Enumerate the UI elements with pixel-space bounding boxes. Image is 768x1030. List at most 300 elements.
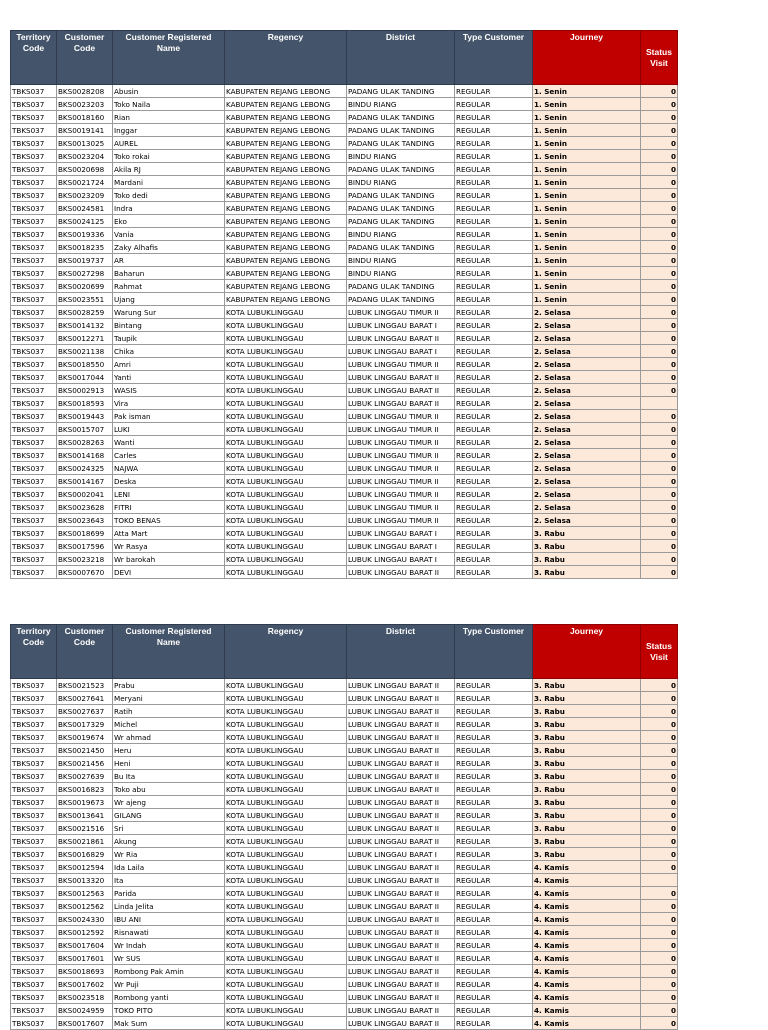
district-cell: LUBUK LINGGAU BARAT II xyxy=(347,679,455,692)
journey-cell: 3. Rabu xyxy=(533,731,641,744)
customer-name-cell: Rahmat xyxy=(113,280,225,293)
table-row xyxy=(11,744,678,757)
type-customer-cell: REGULAR xyxy=(455,679,533,692)
customer-name-cell: Parida xyxy=(113,887,225,900)
table-row xyxy=(11,991,678,1004)
territory-code-cell: TBKS037 xyxy=(11,809,57,822)
table-row xyxy=(11,189,678,202)
district-cell: LUBUK LINGGAU BARAT I xyxy=(347,319,455,332)
regency-cell: KOTA LUBUKLINGGAU xyxy=(225,809,347,822)
table-row xyxy=(11,731,678,744)
journey-cell: 1. Senin xyxy=(533,267,641,280)
regency-cell: KABUPATEN REJANG LEBONG xyxy=(225,111,347,124)
header-customer-code: Customer Code xyxy=(57,625,113,679)
territory-code-cell: TBKS037 xyxy=(11,319,57,332)
type-customer-cell: REGULAR xyxy=(455,1004,533,1017)
type-customer-cell: REGULAR xyxy=(455,926,533,939)
table-row xyxy=(11,1017,678,1030)
district-cell: PADANG ULAK TANDING xyxy=(347,202,455,215)
regency-cell: KABUPATEN REJANG LEBONG xyxy=(225,137,347,150)
table-row xyxy=(11,137,678,150)
journey-cell: 2. Selasa xyxy=(533,488,641,501)
district-cell: LUBUK LINGGAU BARAT II xyxy=(347,926,455,939)
table-body xyxy=(11,679,678,1030)
type-customer-cell: REGULAR xyxy=(455,783,533,796)
district-cell: BINDU RIANG xyxy=(347,267,455,280)
status-visit-cell: 0 xyxy=(641,809,678,822)
header-customer-name: Customer Registered Name xyxy=(113,31,225,85)
type-customer-cell: REGULAR xyxy=(455,345,533,358)
territory-code-cell: TBKS037 xyxy=(11,783,57,796)
status-visit-cell: 0 xyxy=(641,514,678,527)
district-cell: LUBUK LINGGAU BARAT II xyxy=(347,757,455,770)
table-row xyxy=(11,124,678,137)
journey-cell: 3. Rabu xyxy=(533,540,641,553)
district-cell: LUBUK LINGGAU TIMUR II xyxy=(347,358,455,371)
regency-cell: KOTA LUBUKLINGGAU xyxy=(225,332,347,345)
status-visit-cell: 0 xyxy=(641,384,678,397)
regency-cell: KOTA LUBUKLINGGAU xyxy=(225,319,347,332)
customer-name-cell: TOKO BENAS xyxy=(113,514,225,527)
customer-name-cell: Deska xyxy=(113,475,225,488)
status-visit-cell: 0 xyxy=(641,952,678,965)
territory-code-cell: TBKS037 xyxy=(11,137,57,150)
type-customer-cell: REGULAR xyxy=(455,241,533,254)
district-cell: LUBUK LINGGAU TIMUR II xyxy=(347,449,455,462)
status-visit-cell: 0 xyxy=(641,306,678,319)
district-cell: LUBUK LINGGAU BARAT I xyxy=(347,540,455,553)
regency-cell: KOTA LUBUKLINGGAU xyxy=(225,965,347,978)
customer-table-page-1 xyxy=(10,30,677,579)
type-customer-cell: REGULAR xyxy=(455,98,533,111)
journey-cell: 2. Selasa xyxy=(533,462,641,475)
customer-name-cell: Warung Sur xyxy=(113,306,225,319)
territory-code-cell: TBKS037 xyxy=(11,770,57,783)
regency-cell: KOTA LUBUKLINGGAU xyxy=(225,566,347,579)
customer-code-cell: BKS0018550 xyxy=(57,358,113,371)
table-row xyxy=(11,228,678,241)
customer-code-cell: BKS0012592 xyxy=(57,926,113,939)
district-cell: LUBUK LINGGAU BARAT II xyxy=(347,861,455,874)
journey-cell: 2. Selasa xyxy=(533,397,641,410)
table-row xyxy=(11,150,678,163)
district-cell: PADANG ULAK TANDING xyxy=(347,293,455,306)
table-row xyxy=(11,267,678,280)
regency-cell: KOTA LUBUKLINGGAU xyxy=(225,991,347,1004)
customer-name-cell: Rian xyxy=(113,111,225,124)
customer-name-cell: Michel xyxy=(113,718,225,731)
table-row xyxy=(11,358,678,371)
table-row xyxy=(11,423,678,436)
customer-code-cell: BKS0017596 xyxy=(57,540,113,553)
status-visit-cell: 0 xyxy=(641,241,678,254)
type-customer-cell: REGULAR xyxy=(455,176,533,189)
customer-name-cell: Ujang xyxy=(113,293,225,306)
table-row xyxy=(11,371,678,384)
type-customer-cell: REGULAR xyxy=(455,319,533,332)
customer-code-cell: BKS0021516 xyxy=(57,822,113,835)
territory-code-cell: TBKS037 xyxy=(11,553,57,566)
regency-cell: KOTA LUBUKLINGGAU xyxy=(225,783,347,796)
journey-cell: 1. Senin xyxy=(533,254,641,267)
journey-cell: 2. Selasa xyxy=(533,332,641,345)
customer-code-cell: BKS0023218 xyxy=(57,553,113,566)
customer-code-cell: BKS0023209 xyxy=(57,189,113,202)
district-cell: LUBUK LINGGAU BARAT II xyxy=(347,939,455,952)
regency-cell: KABUPATEN REJANG LEBONG xyxy=(225,267,347,280)
journey-cell: 3. Rabu xyxy=(533,692,641,705)
type-customer-cell: REGULAR xyxy=(455,189,533,202)
status-visit-cell: 0 xyxy=(641,319,678,332)
territory-code-cell: TBKS037 xyxy=(11,410,57,423)
customer-code-cell: BKS0028259 xyxy=(57,306,113,319)
customer-code-cell: BKS0002041 xyxy=(57,488,113,501)
regency-cell: KOTA LUBUKLINGGAU xyxy=(225,397,347,410)
regency-cell: KABUPATEN REJANG LEBONG xyxy=(225,202,347,215)
customer-name-cell: Mak Sum xyxy=(113,1017,225,1030)
regency-cell: KABUPATEN REJANG LEBONG xyxy=(225,124,347,137)
customer-code-cell: BKS0012271 xyxy=(57,332,113,345)
customer-code-cell: BKS0021724 xyxy=(57,176,113,189)
territory-code-cell: TBKS037 xyxy=(11,436,57,449)
journey-cell: 2. Selasa xyxy=(533,306,641,319)
territory-code-cell: TBKS037 xyxy=(11,939,57,952)
territory-code-cell: TBKS037 xyxy=(11,527,57,540)
customer-code-cell: BKS0028263 xyxy=(57,436,113,449)
territory-code-cell: TBKS037 xyxy=(11,913,57,926)
status-visit-cell: 0 xyxy=(641,913,678,926)
type-customer-cell: REGULAR xyxy=(455,488,533,501)
customer-code-cell: BKS0028208 xyxy=(57,85,113,98)
customer-name-cell: LUKI xyxy=(113,423,225,436)
customer-name-cell: Abusin xyxy=(113,85,225,98)
status-visit-cell: 0 xyxy=(641,254,678,267)
regency-cell: KOTA LUBUKLINGGAU xyxy=(225,306,347,319)
territory-code-cell: TBKS037 xyxy=(11,215,57,228)
territory-code-cell: TBKS037 xyxy=(11,384,57,397)
journey-cell: 3. Rabu xyxy=(533,783,641,796)
type-customer-cell: REGULAR xyxy=(455,913,533,926)
type-customer-cell: REGULAR xyxy=(455,384,533,397)
district-cell: LUBUK LINGGAU TIMUR II xyxy=(347,423,455,436)
journey-cell: 4. Kamis xyxy=(533,978,641,991)
regency-cell: KOTA LUBUKLINGGAU xyxy=(225,770,347,783)
territory-code-cell: TBKS037 xyxy=(11,757,57,770)
regency-cell: KABUPATEN REJANG LEBONG xyxy=(225,280,347,293)
type-customer-cell: REGULAR xyxy=(455,991,533,1004)
journey-cell: 3. Rabu xyxy=(533,527,641,540)
header-row xyxy=(11,31,678,85)
district-cell: LUBUK LINGGAU BARAT II xyxy=(347,718,455,731)
table-row xyxy=(11,241,678,254)
table-row xyxy=(11,835,678,848)
customer-table-page-2 xyxy=(10,624,677,1030)
status-visit-cell: 0 xyxy=(641,150,678,163)
status-visit-cell: 0 xyxy=(641,900,678,913)
type-customer-cell: REGULAR xyxy=(455,887,533,900)
header-district: District xyxy=(347,31,455,85)
journey-cell: 3. Rabu xyxy=(533,835,641,848)
customer-name-cell: WASIS xyxy=(113,384,225,397)
header-journey: Journey xyxy=(533,625,641,679)
customer-name-cell: Linda Jelita xyxy=(113,900,225,913)
district-cell: BINDU RIANG xyxy=(347,98,455,111)
journey-cell: 4. Kamis xyxy=(533,1004,641,1017)
regency-cell: KOTA LUBUKLINGGAU xyxy=(225,540,347,553)
customer-name-cell: Prabu xyxy=(113,679,225,692)
territory-code-cell: TBKS037 xyxy=(11,952,57,965)
territory-code-cell: TBKS037 xyxy=(11,150,57,163)
district-cell: LUBUK LINGGAU BARAT II xyxy=(347,1004,455,1017)
status-visit-cell: 0 xyxy=(641,770,678,783)
status-visit-cell: 0 xyxy=(641,176,678,189)
table-row xyxy=(11,111,678,124)
regency-cell: KOTA LUBUKLINGGAU xyxy=(225,488,347,501)
district-cell: LUBUK LINGGAU BARAT II xyxy=(347,874,455,887)
status-visit-cell xyxy=(641,874,678,887)
journey-cell: 3. Rabu xyxy=(533,566,641,579)
customer-name-cell: Amri xyxy=(113,358,225,371)
type-customer-cell: REGULAR xyxy=(455,228,533,241)
journey-cell: 2. Selasa xyxy=(533,410,641,423)
regency-cell: KOTA LUBUKLINGGAU xyxy=(225,423,347,436)
regency-cell: KOTA LUBUKLINGGAU xyxy=(225,900,347,913)
territory-code-cell: TBKS037 xyxy=(11,796,57,809)
type-customer-cell: REGULAR xyxy=(455,475,533,488)
status-visit-cell: 0 xyxy=(641,358,678,371)
journey-cell: 1. Senin xyxy=(533,98,641,111)
district-cell: LUBUK LINGGAU BARAT II xyxy=(347,1017,455,1030)
table-row xyxy=(11,345,678,358)
status-visit-cell: 0 xyxy=(641,1017,678,1030)
regency-cell: KABUPATEN REJANG LEBONG xyxy=(225,176,347,189)
customer-name-cell: Rombong Pak Amin xyxy=(113,965,225,978)
territory-code-cell: TBKS037 xyxy=(11,1017,57,1030)
journey-cell: 1. Senin xyxy=(533,293,641,306)
table-row xyxy=(11,514,678,527)
regency-cell: KOTA LUBUKLINGGAU xyxy=(225,744,347,757)
journey-cell: 1. Senin xyxy=(533,176,641,189)
district-cell: PADANG ULAK TANDING xyxy=(347,215,455,228)
regency-cell: KOTA LUBUKLINGGAU xyxy=(225,718,347,731)
journey-cell: 2. Selasa xyxy=(533,371,641,384)
table-row xyxy=(11,874,678,887)
header-row xyxy=(11,625,678,679)
regency-cell: KOTA LUBUKLINGGAU xyxy=(225,731,347,744)
journey-cell: 2. Selasa xyxy=(533,449,641,462)
journey-cell: 4. Kamis xyxy=(533,926,641,939)
district-cell: LUBUK LINGGAU TIMUR II xyxy=(347,436,455,449)
district-cell: LUBUK LINGGAU BARAT II xyxy=(347,978,455,991)
journey-cell: 2. Selasa xyxy=(533,423,641,436)
type-customer-cell: REGULAR xyxy=(455,397,533,410)
journey-cell: 1. Senin xyxy=(533,111,641,124)
district-cell: LUBUK LINGGAU BARAT I xyxy=(347,527,455,540)
type-customer-cell: REGULAR xyxy=(455,770,533,783)
regency-cell: KOTA LUBUKLINGGAU xyxy=(225,874,347,887)
district-cell: LUBUK LINGGAU TIMUR II xyxy=(347,410,455,423)
regency-cell: KOTA LUBUKLINGGAU xyxy=(225,939,347,952)
status-visit-cell: 0 xyxy=(641,462,678,475)
customer-code-cell: BKS0013320 xyxy=(57,874,113,887)
territory-code-cell: TBKS037 xyxy=(11,887,57,900)
territory-code-cell: TBKS037 xyxy=(11,900,57,913)
regency-cell: KOTA LUBUKLINGGAU xyxy=(225,822,347,835)
customer-name-cell: Pak isman xyxy=(113,410,225,423)
territory-code-cell: TBKS037 xyxy=(11,965,57,978)
status-visit-cell: 0 xyxy=(641,744,678,757)
status-visit-cell: 0 xyxy=(641,332,678,345)
regency-cell: KOTA LUBUKLINGGAU xyxy=(225,848,347,861)
customer-code-cell: BKS0024125 xyxy=(57,215,113,228)
regency-cell: KOTA LUBUKLINGGAU xyxy=(225,410,347,423)
status-visit-cell: 0 xyxy=(641,137,678,150)
district-cell: PADANG ULAK TANDING xyxy=(347,189,455,202)
regency-cell: KABUPATEN REJANG LEBONG xyxy=(225,293,347,306)
journey-cell: 3. Rabu xyxy=(533,757,641,770)
header-territory-code: Territory Code xyxy=(11,625,57,679)
customer-code-cell: BKS0018160 xyxy=(57,111,113,124)
territory-code-cell: TBKS037 xyxy=(11,744,57,757)
district-cell: LUBUK LINGGAU BARAT II xyxy=(347,809,455,822)
territory-code-cell: TBKS037 xyxy=(11,332,57,345)
type-customer-cell: REGULAR xyxy=(455,462,533,475)
journey-cell: 1. Senin xyxy=(533,124,641,137)
journey-cell: 2. Selasa xyxy=(533,384,641,397)
district-cell: LUBUK LINGGAU BARAT II xyxy=(347,965,455,978)
table-row xyxy=(11,462,678,475)
type-customer-cell: REGULAR xyxy=(455,202,533,215)
type-customer-cell: REGULAR xyxy=(455,332,533,345)
customer-name-cell: LENI xyxy=(113,488,225,501)
district-cell: BINDU RIANG xyxy=(347,228,455,241)
customer-code-cell: BKS0024581 xyxy=(57,202,113,215)
customer-name-cell: Toko dedi xyxy=(113,189,225,202)
territory-code-cell: TBKS037 xyxy=(11,189,57,202)
table-row xyxy=(11,783,678,796)
type-customer-cell: REGULAR xyxy=(455,85,533,98)
type-customer-cell: REGULAR xyxy=(455,731,533,744)
customer-name-cell: Wr Ria xyxy=(113,848,225,861)
regency-cell: KOTA LUBUKLINGGAU xyxy=(225,887,347,900)
customer-code-cell: BKS0012563 xyxy=(57,887,113,900)
customer-name-cell: Carles xyxy=(113,449,225,462)
customer-code-cell: BKS0019674 xyxy=(57,731,113,744)
table-row xyxy=(11,796,678,809)
status-visit-cell: 0 xyxy=(641,566,678,579)
journey-cell: 4. Kamis xyxy=(533,874,641,887)
status-visit-cell: 0 xyxy=(641,189,678,202)
territory-code-cell: TBKS037 xyxy=(11,176,57,189)
status-visit-cell: 0 xyxy=(641,423,678,436)
table-row xyxy=(11,306,678,319)
territory-code-cell: TBKS037 xyxy=(11,861,57,874)
table-row xyxy=(11,978,678,991)
table-row xyxy=(11,202,678,215)
customer-code-cell: BKS0018693 xyxy=(57,965,113,978)
district-cell: LUBUK LINGGAU TIMUR II xyxy=(347,306,455,319)
customer-name-cell: GILANG xyxy=(113,809,225,822)
customer-name-cell: Vania xyxy=(113,228,225,241)
customer-name-cell: Yanti xyxy=(113,371,225,384)
customer-code-cell: BKS0027639 xyxy=(57,770,113,783)
journey-cell: 2. Selasa xyxy=(533,501,641,514)
regency-cell: KOTA LUBUKLINGGAU xyxy=(225,952,347,965)
district-cell: PADANG ULAK TANDING xyxy=(347,163,455,176)
regency-cell: KOTA LUBUKLINGGAU xyxy=(225,692,347,705)
district-cell: LUBUK LINGGAU BARAT II xyxy=(347,913,455,926)
regency-cell: KOTA LUBUKLINGGAU xyxy=(225,926,347,939)
territory-code-cell: TBKS037 xyxy=(11,241,57,254)
type-customer-cell: REGULAR xyxy=(455,436,533,449)
table-body xyxy=(11,85,678,579)
table-row xyxy=(11,822,678,835)
type-customer-cell: REGULAR xyxy=(455,744,533,757)
regency-cell: KABUPATEN REJANG LEBONG xyxy=(225,215,347,228)
customer-name-cell: TOKO PITO xyxy=(113,1004,225,1017)
customer-code-cell: BKS0007670 xyxy=(57,566,113,579)
district-cell: LUBUK LINGGAU BARAT II xyxy=(347,384,455,397)
status-visit-cell: 0 xyxy=(641,705,678,718)
customer-code-cell: BKS0023204 xyxy=(57,150,113,163)
status-visit-cell: 0 xyxy=(641,939,678,952)
district-cell: LUBUK LINGGAU BARAT II xyxy=(347,705,455,718)
table-row xyxy=(11,926,678,939)
district-cell: LUBUK LINGGAU BARAT II xyxy=(347,900,455,913)
status-visit-cell: 0 xyxy=(641,692,678,705)
table-row xyxy=(11,566,678,579)
customer-code-cell: BKS0027641 xyxy=(57,692,113,705)
district-cell: LUBUK LINGGAU BARAT II xyxy=(347,835,455,848)
customer-name-cell: Bintang xyxy=(113,319,225,332)
table-row xyxy=(11,215,678,228)
table-row xyxy=(11,436,678,449)
customer-code-cell: BKS0017602 xyxy=(57,978,113,991)
table-row xyxy=(11,410,678,423)
customer-code-cell: BKS0019737 xyxy=(57,254,113,267)
customer-code-cell: BKS0018699 xyxy=(57,527,113,540)
territory-code-cell: TBKS037 xyxy=(11,111,57,124)
customer-code-cell: BKS0012594 xyxy=(57,861,113,874)
regency-cell: KABUPATEN REJANG LEBONG xyxy=(225,254,347,267)
table-row xyxy=(11,449,678,462)
customer-name-cell: Wr ajeng xyxy=(113,796,225,809)
district-cell: PADANG ULAK TANDING xyxy=(347,124,455,137)
status-visit-cell: 0 xyxy=(641,679,678,692)
customer-code-cell: BKS0012562 xyxy=(57,900,113,913)
type-customer-cell: REGULAR xyxy=(455,861,533,874)
type-customer-cell: REGULAR xyxy=(455,835,533,848)
territory-code-cell: TBKS037 xyxy=(11,254,57,267)
regency-cell: KOTA LUBUKLINGGAU xyxy=(225,475,347,488)
journey-cell: 3. Rabu xyxy=(533,770,641,783)
table-row xyxy=(11,488,678,501)
territory-code-cell: TBKS037 xyxy=(11,540,57,553)
customer-code-cell: BKS0021523 xyxy=(57,679,113,692)
district-cell: LUBUK LINGGAU BARAT II xyxy=(347,371,455,384)
status-visit-cell: 0 xyxy=(641,527,678,540)
type-customer-cell: REGULAR xyxy=(455,111,533,124)
status-visit-cell: 0 xyxy=(641,757,678,770)
customer-name-cell: Risnawati xyxy=(113,926,225,939)
journey-cell: 4. Kamis xyxy=(533,939,641,952)
customer-name-cell: Wr Indah xyxy=(113,939,225,952)
journey-cell: 4. Kamis xyxy=(533,952,641,965)
territory-code-cell: TBKS037 xyxy=(11,85,57,98)
customer-code-cell: BKS0015707 xyxy=(57,423,113,436)
type-customer-cell: REGULAR xyxy=(455,527,533,540)
journey-cell: 4. Kamis xyxy=(533,900,641,913)
